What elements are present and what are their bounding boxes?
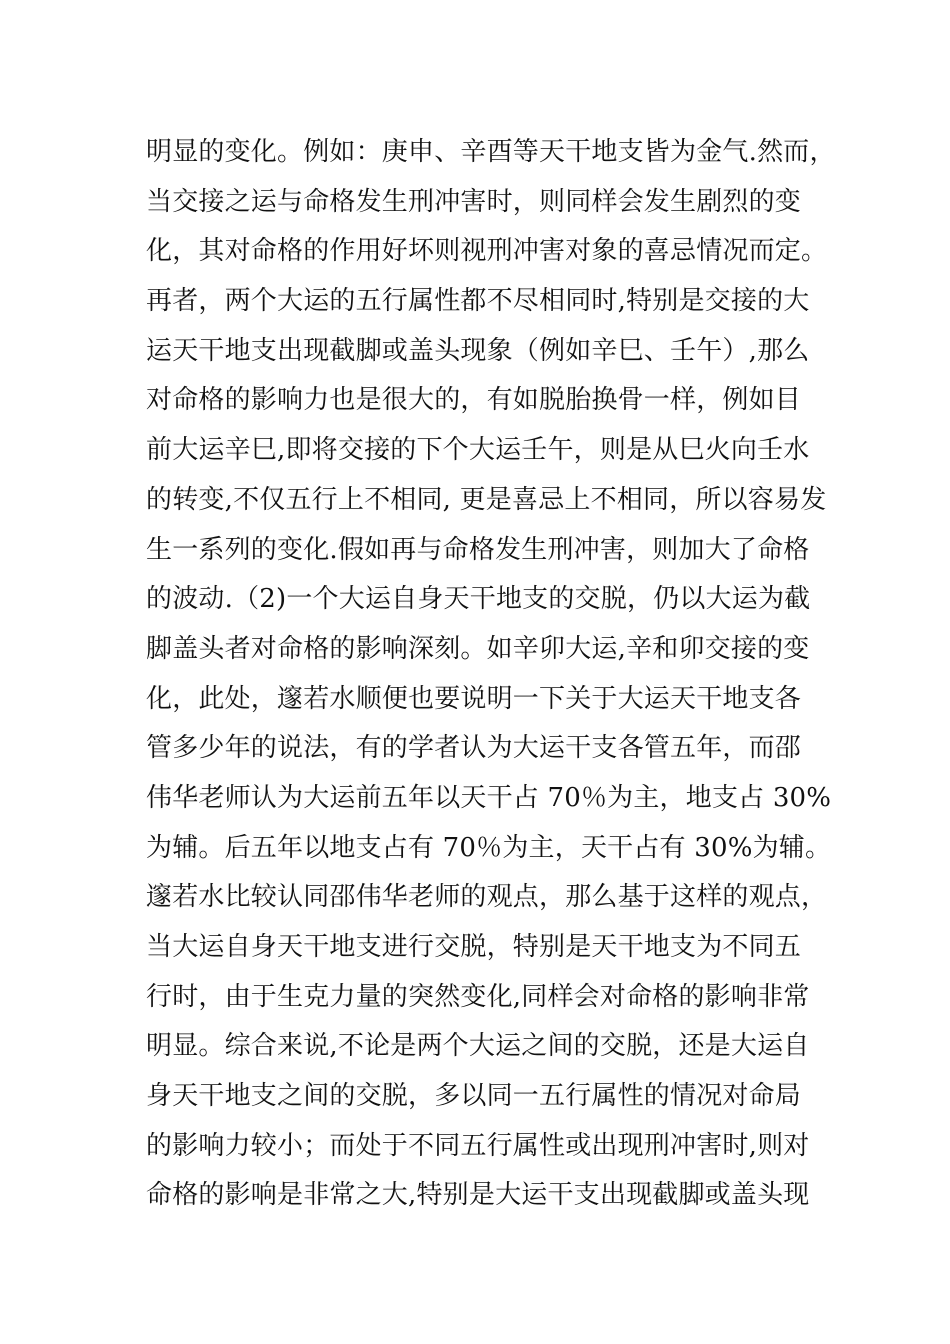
- text-line: 再者，两个大运的五行属性都不尽相同时,特别是交接的大: [146, 286, 810, 317]
- text-line: 伟华老师认为大运前五年以天干占 70％为主，地支占 30%: [146, 782, 832, 813]
- text-line: 化，此处，邃若水顺便也要说明一下关于大运天干地支各: [146, 683, 802, 714]
- text-line: 前大运辛巳,即将交接的下个大运壬午，则是从巳火向壬水: [146, 435, 810, 466]
- text-line: 邃若水比较认同邵伟华老师的观点，那么基于这样的观点，: [146, 882, 828, 913]
- text-line: 明显。综合来说,不论是两个大运之间的交脱，还是大运自: [146, 1031, 810, 1062]
- text-line: 的波动.（2)一个大运自身天干地支的交脱，仍以大运为截: [146, 584, 811, 615]
- text-line: 脚盖头者对命格的影响深刻。如辛卯大运,辛和卯交接的变: [146, 633, 810, 664]
- text-line: 为辅。后五年以地支占有 70％为主，天干占有 30%为辅。: [146, 832, 832, 863]
- text-line: 明显的变化。例如：庚申、辛酉等天干地支皆为金气.然而，: [146, 137, 836, 167]
- text-line: 命格的影响是非常之大,特别是大运干支出现截脚或盖头现: [146, 1180, 810, 1211]
- text-line: 的影响力较小；而处于不同五行属性或出现刑冲害时,则对: [146, 1130, 810, 1161]
- text-line: 当交接之运与命格发生刑冲害时，则同样会发生剧烈的变: [146, 186, 802, 217]
- body-text: [146, 128, 836, 1221]
- text-line: 运天干地支出现截脚或盖头现象（例如辛巳、壬午）,那么: [146, 335, 810, 366]
- text-line: 的转变,不仅五行上不相同, 更是喜忌上不相同，所以容易发: [146, 484, 827, 515]
- text-line: 行时，由于生克力量的突然变化,同样会对命格的影响非常: [146, 981, 810, 1012]
- text-line: 身天干地支之间的交脱，多以同一五行属性的情况对命局: [146, 1081, 802, 1112]
- text-line: 当大运自身天干地支进行交脱，特别是天干地支为不同五: [146, 932, 802, 962]
- text-line: 管多少年的说法，有的学者认为大运干支各管五年，而邵: [146, 733, 802, 764]
- text-line: 化，其对命格的作用好坏则视刑冲害对象的喜忌情况而定。: [146, 236, 828, 267]
- text-line: 对命格的影响力也是很大的，有如脱胎换骨一样，例如目: [146, 385, 802, 416]
- text-line: 生一系列的变化.假如再与命格发生刑冲害，则加大了命格: [146, 534, 810, 565]
